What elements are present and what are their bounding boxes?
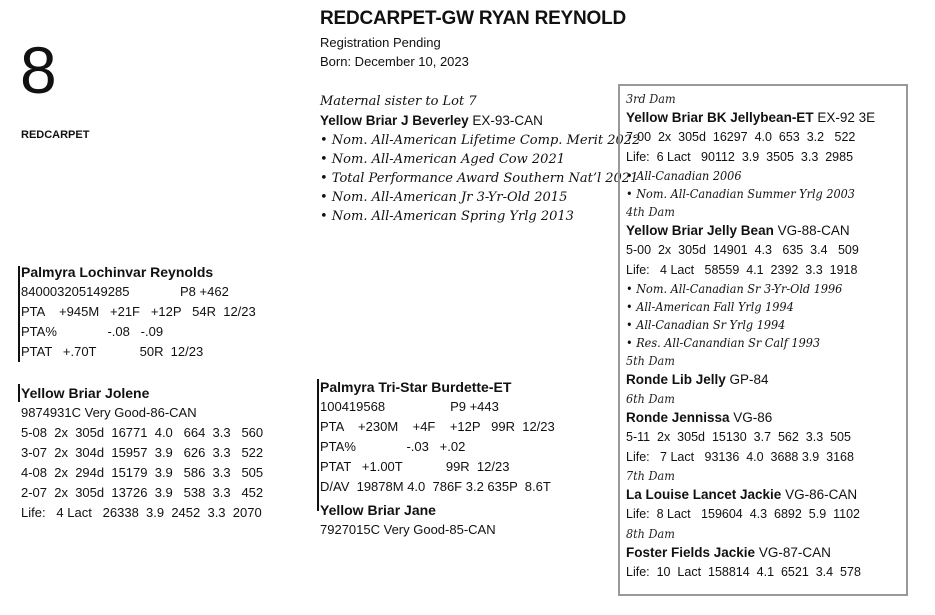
generation-label: 8th Dam [626, 525, 675, 541]
grandsire-stat-line: PTA% -.03 +.02 [320, 439, 466, 454]
grandsire-stat-line: PTA +230M +4F +12P 99R 12/23 [320, 419, 555, 434]
ancestor-record-line: Life: 8 Lact 159604 4.3 6892 5.9 1102 [626, 507, 860, 521]
ancestor-record-line: 5-00 2x 305d 14901 4.3 635 3.4 509 [626, 243, 859, 257]
great-granddam-record-line: 7927015C Very Good-85-CAN [320, 522, 496, 537]
generation-label: 6th Dam [626, 391, 675, 406]
ancestor-score: GP-84 [729, 372, 769, 387]
ancestor-honor-item: • All-Canadian Sr Yrlg 1994 [626, 317, 786, 332]
sire-stats [21, 282, 301, 362]
dam-section [320, 92, 641, 226]
ancestor-score: VG-87-CAN [758, 544, 831, 560]
registration-status: Registration Pending [320, 35, 441, 50]
birth-date: Born: December 10, 2023 [320, 54, 469, 69]
generation-label: 3rd Dam [626, 91, 676, 106]
maternal-granddam-name: Yellow Briar Jolene [21, 385, 150, 401]
sire-pedigree-bar [18, 266, 20, 362]
ancestor-score: VG-86-CAN [785, 487, 858, 502]
ancestor-heading [626, 408, 908, 428]
ancestor-honor-item: • All-Canadian 2006 [626, 168, 742, 183]
grandsire-stat-line: 100419568 P9 +443 [320, 399, 499, 414]
ancestor-score: VG-88-CAN [777, 223, 850, 238]
maternal-granddam-section [21, 383, 301, 523]
ancestor-heading [626, 108, 908, 128]
ancestor-name: Yellow Briar Jelly Bean [626, 223, 774, 238]
dam-honors-list [320, 131, 641, 226]
ancestor-record-line: Life: 6 Lact 90112 3.9 3505 3.3 2985 [626, 149, 854, 164]
lot-number: 8 [20, 33, 57, 107]
generation-label: 7th Dam [626, 468, 675, 483]
maternal-great-granddam-name: Yellow Briar Jane [320, 502, 436, 518]
animal-name: REDCARPET-GW RYAN REYNOLD [320, 8, 627, 29]
ancestor-honor-item: • Nom. All-Canadian Summer Yrlg 2003 [626, 186, 855, 201]
granddam-record-line: 3-07 2x 304d 15957 3.9 626 3.3 522 [21, 445, 264, 460]
ancestor-score: EX-92 3E [817, 110, 876, 125]
consignor-name: REDCARPET [21, 129, 90, 141]
dam-heading [320, 111, 620, 131]
grandsire-pedigree-bar [317, 379, 319, 511]
maternal-grandsire-stats [320, 397, 600, 497]
ancestor-honor-item: • All-American Fall Yrlg 1994 [626, 299, 794, 314]
dam-honor-item: • Nom. All-American Aged Cow 2021 [320, 152, 565, 167]
grandsire-stat-line: PTAT +1.00T 99R 12/23 [320, 459, 510, 474]
ancestor-name: Ronde Jennissa [626, 410, 730, 425]
ancestor-record-line: Life: 4 Lact 58559 4.1 2392 3.3 1918 [626, 262, 858, 277]
granddam-record-line: 2-07 2x 305d 13726 3.9 538 3.3 452 [21, 485, 264, 500]
sire-section [21, 262, 301, 362]
extended-pedigree-list [626, 90, 908, 582]
maternal-grandsire-name: Palmyra Tri-Star Burdette-ET [320, 379, 512, 395]
sire-stat-line: PTA% -.08 -.09 [21, 324, 164, 339]
granddam-record-line: 4-08 2x 294d 15179 3.9 586 3.3 505 [21, 465, 264, 480]
maternal-great-granddam-section [320, 500, 600, 540]
ancestor-record-line: 7-00 2x 305d 16297 4.0 653 3.2 522 [626, 130, 856, 144]
sire-stat-line: 840003205149285 P8 +462 [21, 284, 229, 299]
ancestor-honor-item: • Nom. All-Canadian Sr 3-Yr-Old 1996 [626, 281, 843, 296]
generation-label: 5th Dam [626, 353, 675, 368]
dam-honor-item: • Nom. All-American Jr 3-Yr-Old 2015 [320, 190, 568, 205]
dam-honor-item: • Nom. All-American Lifetime Comp. Merit 2022 [320, 133, 641, 148]
granddam-record-line: Life: 4 Lact 26338 3.9 2452 3.3 2070 [21, 505, 262, 520]
ancestor-name: La Louise Lancet Jackie [626, 487, 782, 502]
sire-stat-line: PTAT +.70T 50R 12/23 [21, 344, 204, 359]
granddam-record-line: 9874931C Very Good-86-CAN [21, 405, 197, 420]
ancestor-heading [626, 370, 908, 390]
ancestor-name: Ronde Lib Jelly [626, 372, 726, 387]
ancestor-record-line: 5-11 2x 305d 15130 3.7 562 3.3 505 [626, 430, 851, 444]
sire-name: Palmyra Lochinvar Reynolds [21, 264, 214, 280]
maternal-granddam-records [21, 403, 301, 523]
dam-note: Maternal sister to Lot 7 [320, 94, 477, 109]
grandsire-stat-line: D/AV 19878M 4.0 786F 3.2 635P 8.6T [320, 479, 551, 494]
maternal-great-granddam-records [320, 520, 600, 540]
ancestor-heading [626, 485, 908, 505]
maternal-grandsire-section [320, 377, 600, 497]
ancestor-heading [626, 543, 908, 563]
ancestor-honor-item: • Res. All-Canandian Sr Calf 1993 [626, 335, 821, 350]
sire-stat-line: PTA +945M +21F +12P 54R 12/23 [21, 304, 256, 319]
dam-name: Yellow Briar J Beverley [320, 113, 469, 128]
granddam-pedigree-bar [18, 384, 20, 402]
dam-honor-item: • Nom. All-American Spring Yrlg 2013 [320, 209, 574, 224]
dam-honor-item: • Total Performance Award Southern Nat’l 2021 [320, 171, 639, 186]
ancestor-name: Yellow Briar BK Jellybean-ET [626, 110, 814, 125]
ancestor-record-line: Life: 7 Lact 93136 4.0 3688 3.9 3168 [626, 449, 854, 464]
ancestor-heading [626, 221, 908, 241]
ancestor-record-line: Life: 10 Lact 158814 4.1 6521 3.4 578 [626, 564, 861, 579]
ancestor-score: VG-86 [733, 410, 773, 425]
ancestor-name: Foster Fields Jackie [626, 544, 756, 560]
dam-score: EX-93-CAN [472, 113, 543, 128]
granddam-record-line: 5-08 2x 305d 16771 4.0 664 3.3 560 [21, 425, 264, 440]
generation-label: 4th Dam [626, 204, 675, 219]
